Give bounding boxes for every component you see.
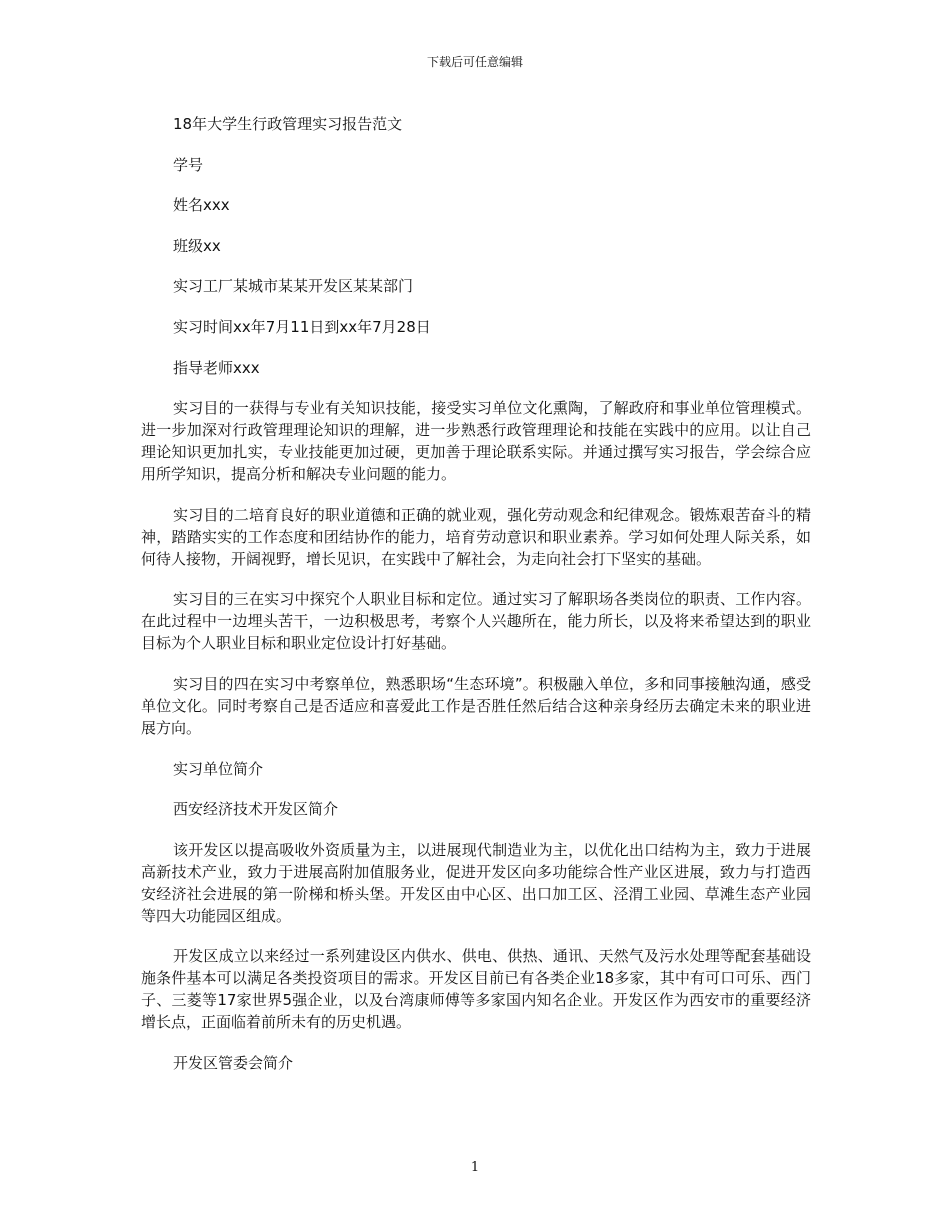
advisor-line: 指导老师xxx	[173, 358, 260, 377]
paragraph-zone-development: 开发区成立以来经过一系列建设区内供水、供电、供热、通讯、天然气及污水处理等配套基础设施条件基本可以满足各类投资项目的需求。开发区目前已有各类企业18多家，其中有可口可乐、西门子、三菱等17家世界5强企业，以及台湾康师傅等多家国内知名企业。开发区作为西安市的重要经济增长点，正面临着前所未有的历史机遇。	[141, 947, 811, 1032]
section-heading-unit-intro: 实习单位简介	[173, 759, 264, 778]
paragraph-purpose-3: 实习目的三在实习中探究个人职业目标和定位。通过实习了解职场各类岗位的职责、工作内容。在此过程中一边埋头苦干，一边积极思考，考察个人兴趣所在，能力所长，以及将来希望达到的职业目标为个人职业目标和职业定位设计打好基础。	[141, 590, 811, 653]
page-number: 1	[470, 1160, 480, 1175]
paragraph-purpose-1: 实习目的一获得与专业有关知识技能，接受实习单位文化熏陶，了解政府和事业单位管理模式。进一步加深对行政管理理论知识的理解，进一步熟悉行政管理理论和技能在实践中的应用。以让自己理论知识更加扎实，专业技能更加过硬，更加善于理论联系实际。并通过撰写实习报告，学会综合应用所学知识，提高分析和解决专业问题的能力。	[141, 399, 811, 484]
paragraph-purpose-2: 实习目的二培育良好的职业道德和正确的就业观，强化劳动观念和纪律观念。锻炼艰苦奋斗的精神，踏踏实实的工作态度和团结协作的能力，培育劳动意识和职业素养。学习如何处理人际关系，如何待人接物，开阔视野，增长见识，在实践中了解社会，为走向社会打下坚实的基础。	[141, 505, 811, 568]
student-id-line: 学号	[173, 155, 204, 174]
section-heading-zone-intro: 西安经济技术开发区简介	[173, 800, 339, 819]
document-body	[141, 113, 811, 1093]
factory-line: 实习工厂某城市某某开发区某某部门	[173, 277, 414, 296]
student-name-line: 姓名xxx	[173, 196, 230, 215]
class-line: 班级xx	[173, 236, 221, 255]
document-title: 18年大学生行政管理实习报告范文	[173, 115, 403, 133]
paragraph-purpose-4: 实习目的四在实习中考察单位，熟悉职场“生态环境”。积极融入单位，多和同事接触沟通，感受单位文化。同时考察自己是否适应和喜爱此工作是否胜任然后结合这种亲身经历去确定未来的职业进展方向。	[141, 674, 811, 737]
period-line: 实习时间xx年7月11日到xx年7月28日	[173, 317, 431, 336]
paragraph-zone-overview: 该开发区以提高吸收外资质量为主，以进展现代制造业为主，以优化出口结构为主，致力于进展高新技术产业，致力于进展高附加值服务业，促进开发区向多功能综合性产业区进展，致力与打造西安经济社会进展的第一阶梯和桥头堡。开发区由中心区、出口加工区、泾渭工业园、草滩生态产业园等四大功能园区组成。	[141, 840, 811, 925]
page-header: 下载后可任意编辑	[426, 55, 523, 69]
section-heading-committee-intro: 开发区管委会简介	[173, 1053, 294, 1072]
